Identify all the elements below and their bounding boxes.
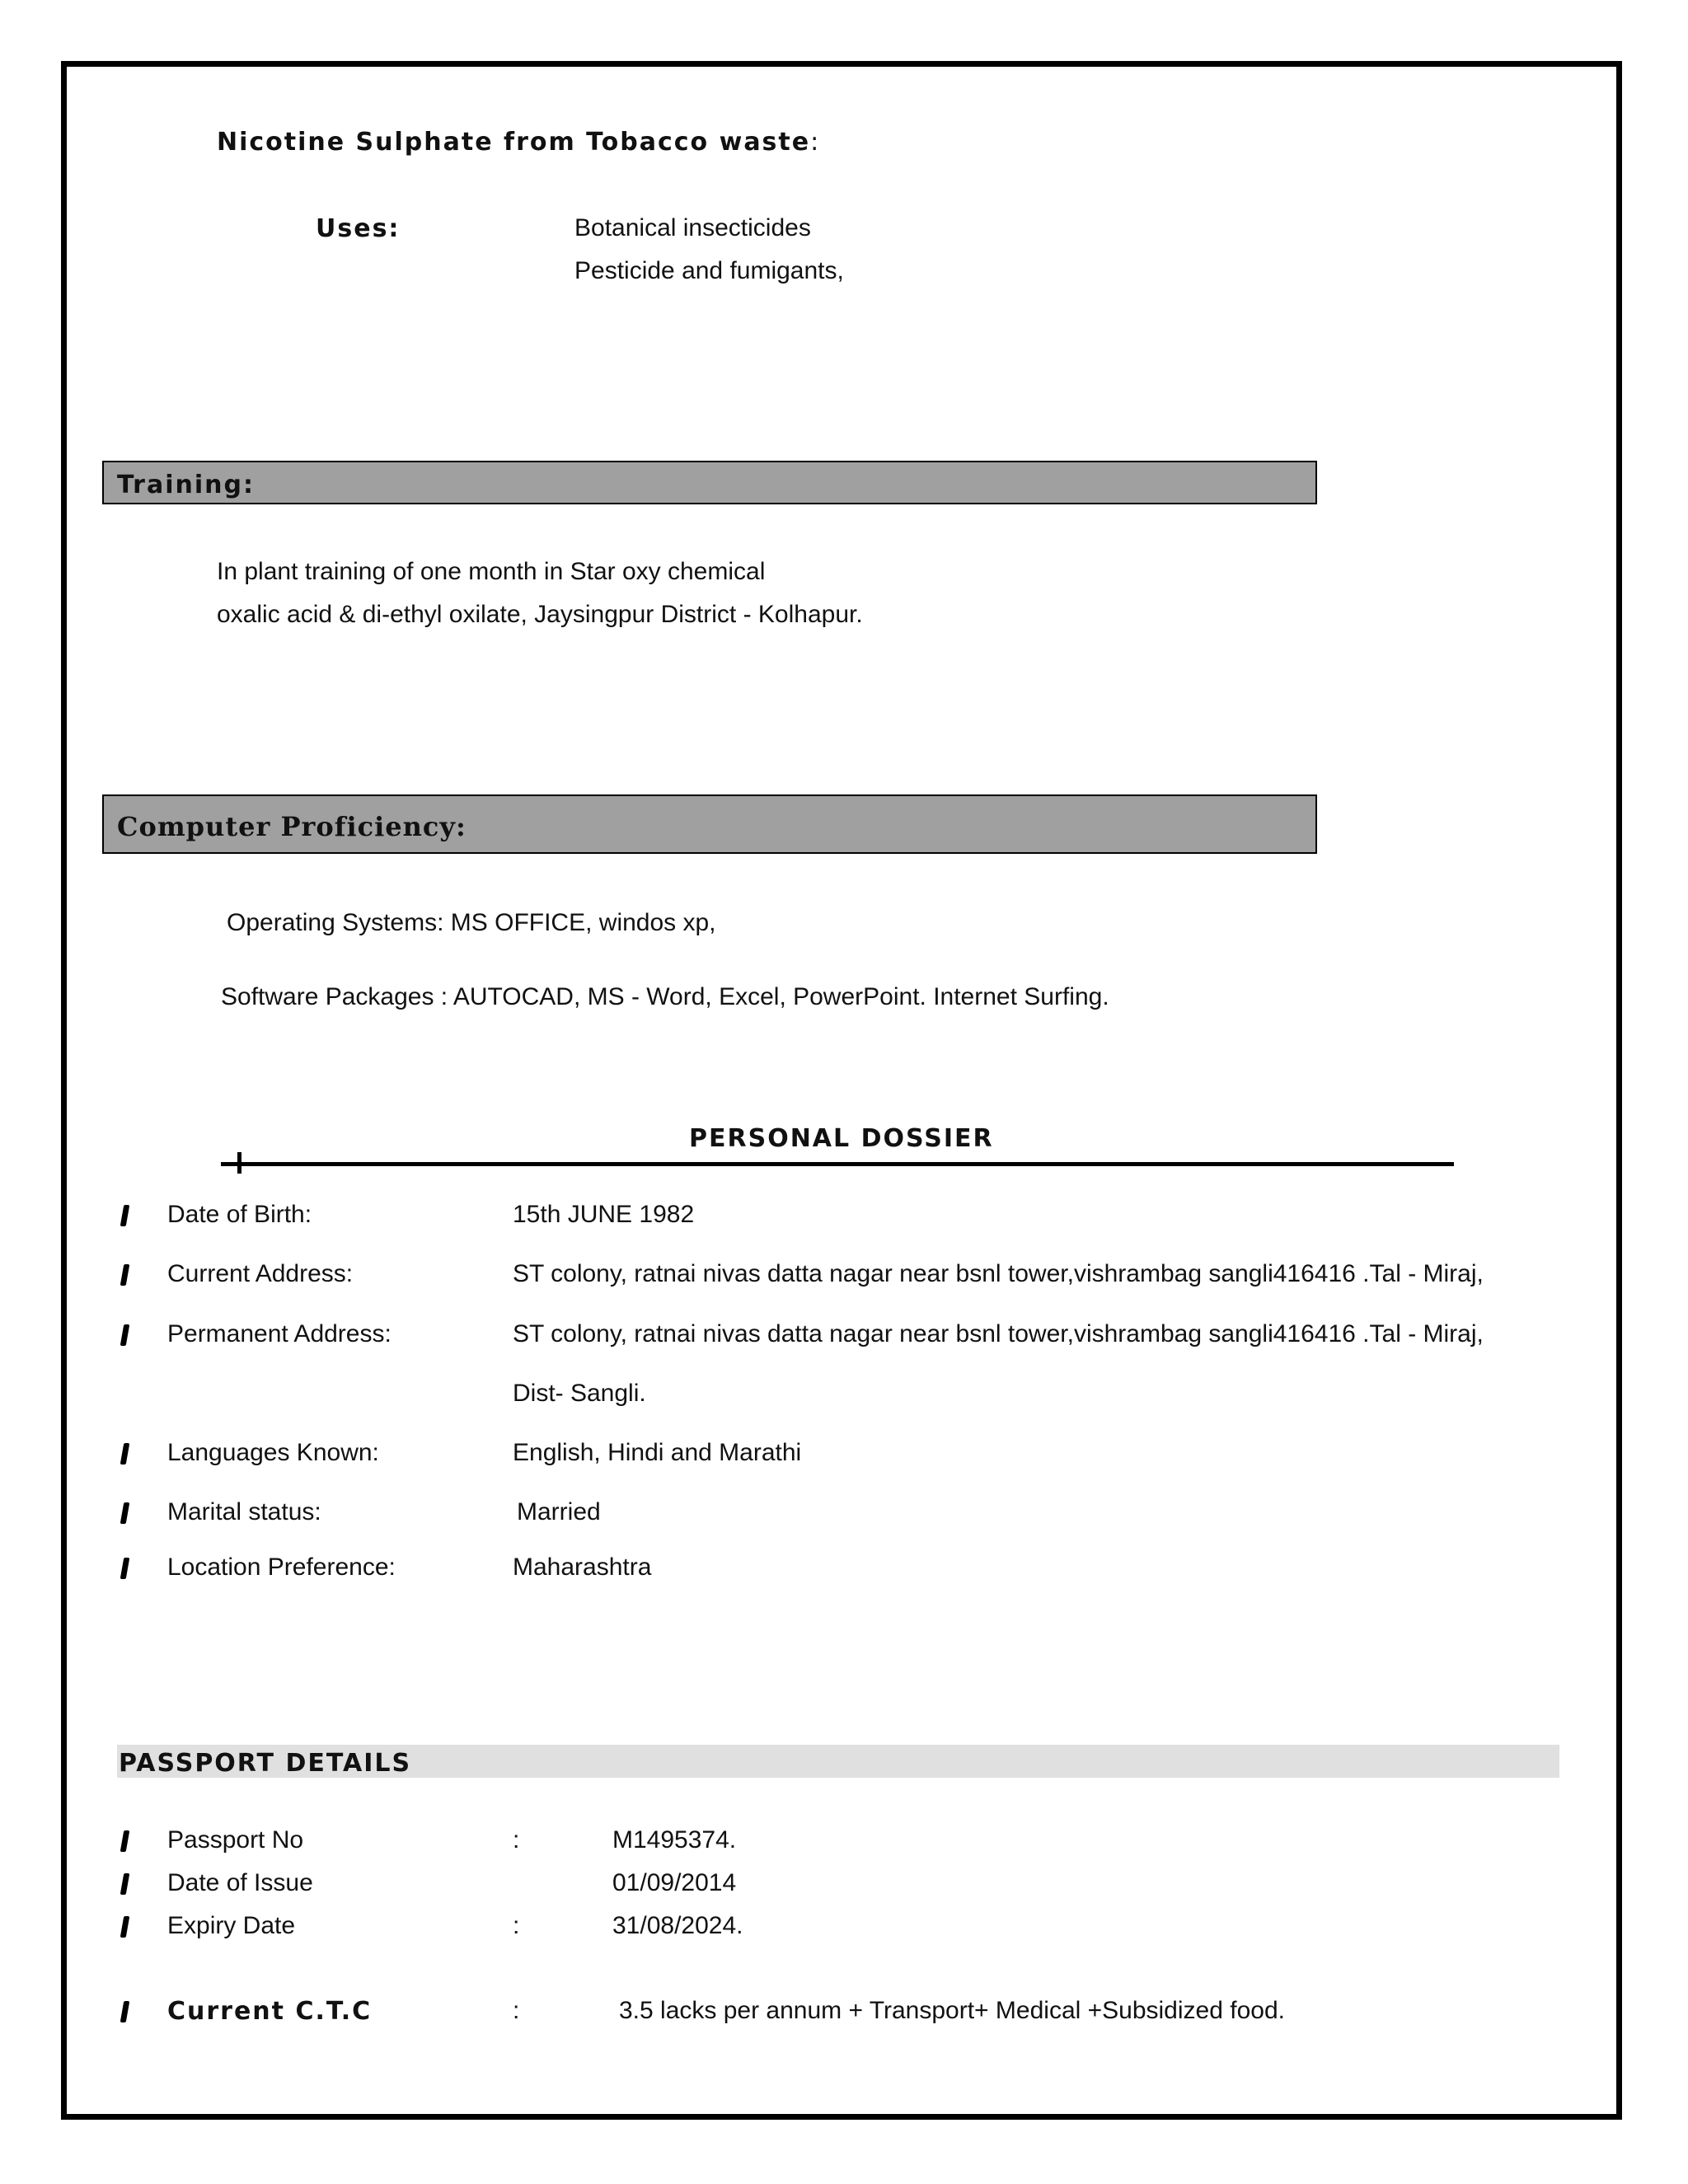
training-line: oxalic acid & di-ethyl oxilate, Jaysingpur District - Kolhapur. — [217, 601, 863, 628]
ctc-label: Current C.T.C — [167, 1997, 373, 2026]
passport-heading-bar — [117, 1745, 1559, 1778]
underline-tick — [237, 1152, 241, 1174]
training-heading-bar — [102, 461, 1317, 504]
row-value: English, Hindi and Marathi — [513, 1439, 802, 1466]
row-label: Date of Birth: — [167, 1201, 312, 1228]
uses-item: Pesticide and fumigants, — [574, 257, 844, 284]
row-label: Permanent Address: — [167, 1320, 392, 1347]
passport-heading: PASSPORT DETAILS — [119, 1749, 412, 1778]
uses-item: Botanical insecticides — [574, 214, 811, 241]
row-value: 01/09/2014 — [612, 1869, 737, 1896]
row-separator: : — [513, 1826, 520, 1854]
row-value: Maharashtra — [513, 1554, 652, 1581]
row-label: Location Preference: — [167, 1554, 396, 1581]
row-separator: : — [513, 1912, 520, 1939]
computer-heading-bar — [102, 794, 1317, 854]
row-label: Passport No — [167, 1826, 304, 1854]
row-label: Date of Issue — [167, 1869, 313, 1896]
page-border — [61, 61, 1622, 2120]
training-line: In plant training of one month in Star oxy chemical — [217, 558, 766, 585]
training-heading: Training: — [117, 471, 255, 499]
row-value: Married — [517, 1498, 601, 1526]
row-separator: : — [513, 1997, 520, 2024]
row-label: Expiry Date — [167, 1912, 296, 1939]
project-title: Nicotine Sulphate from Tobacco waste: — [217, 128, 819, 157]
uses-label: Uses: — [316, 214, 401, 243]
row-label: Marital status: — [167, 1498, 321, 1526]
ctc-value: 3.5 lacks per annum + Transport+ Medical +Subsidized food. — [619, 1997, 1285, 2024]
row-value-continued: Dist- Sangli. — [513, 1380, 646, 1407]
row-value: M1495374. — [612, 1826, 737, 1854]
computer-heading: Computer Proficiency: — [117, 811, 467, 842]
row-label: Current Address: — [167, 1260, 354, 1287]
operating-systems: Operating Systems: MS OFFICE, windos xp, — [227, 909, 716, 936]
row-value: ST colony, ratnai nivas datta nagar near bsnl tower,vishrambag sangli416416 .Tal - Miraj, — [513, 1260, 1484, 1287]
row-label: Languages Known: — [167, 1439, 379, 1466]
row-value: 31/08/2024. — [612, 1912, 743, 1939]
row-value: 15th JUNE 1982 — [513, 1201, 695, 1228]
personal-dossier-heading: PERSONAL DOSSIER — [689, 1124, 994, 1153]
heading-underline — [221, 1162, 1454, 1166]
software-packages: Software Packages : AUTOCAD, MS - Word, Excel, PowerPoint. Internet Surfing. — [221, 983, 1109, 1010]
row-value: ST colony, ratnai nivas datta nagar near bsnl tower,vishrambag sangli416416 .Tal - Miraj, — [513, 1320, 1484, 1347]
